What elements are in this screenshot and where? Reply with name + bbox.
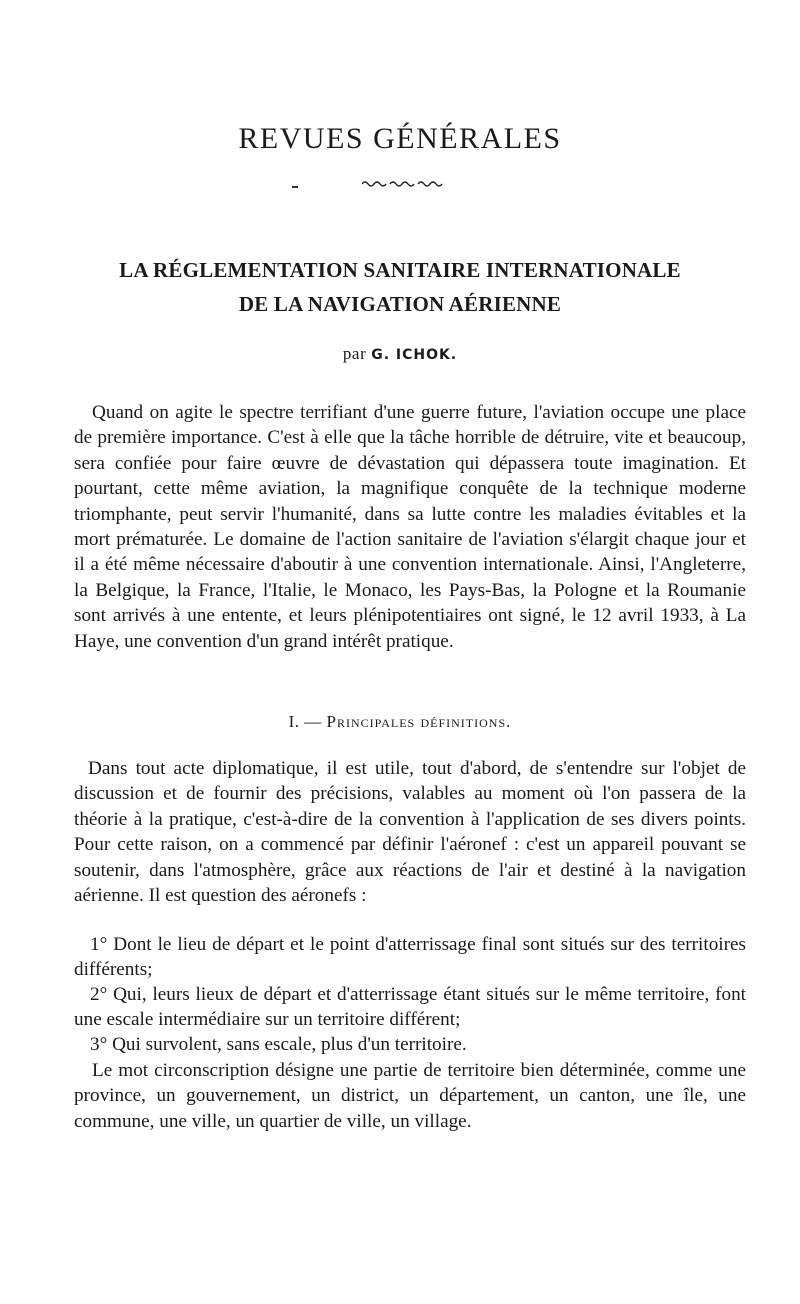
list-item-1: 1° Dont le lieu de départ et le point d'atterrissage final sont situés sur des territoires différents; [74,934,746,981]
section-heading-text: Principales définitions. [326,712,512,731]
ornament-mark [292,186,298,188]
byline [0,344,800,364]
section-heading [0,712,800,732]
author-name: G. ICHOK. [371,347,458,363]
byline-prefix: par [342,344,367,363]
article-title-line-2: DE LA NAVIGATION AÉRIENNE [238,292,562,316]
definitions-paragraph: Dans tout acte diplomatique, il est utile, tout d'abord, de s'entendre sur l'objet de discussion et de fournir des précisions, valables au moment où l'on passera de la théorie à la pratique, c'est-à-dire de la convention à l'application de ses divers points. Pour cette raison, on a commencé par définir l'aéronef : c'est un appareil pouvant se soutenir, dans l'atmosphère, grâce aux réactions de l'air et destiné à la navigation aérienne. Il est question des aéronefs : [74,758,746,907]
section-title: REVUES GÉNÉRALES [238,122,562,155]
list-item-2: 2° Qui, leurs lieux de départ et d'atterrissage étant situés sur le même territoire, font une escale intermédiaire sur un territoire différent; [74,984,746,1031]
circonscription-paragraph: Le mot circonscription désigne une partie de territoire bien déterminée, comme une province, un gouvernement, un district, un département, un canton, une île, une commune, une ville, un quartier de ville, un village. [74,1060,746,1132]
list-item-3: 3° Qui survolent, sans escale, plus d'un territoire. [90,1034,467,1055]
wavy-ornament-icon [362,178,444,188]
article-title-line-1: LA RÉGLEMENTATION SANITAIRE INTERNATIONALE [119,258,681,282]
section-number: I. — [288,712,322,731]
intro-paragraph: Quand on agite le spectre terrifiant d'une guerre future, l'aviation occupe une place de première importance. C'est à elle que la tâche horrible de détruire, vite et beaucoup, sera confiée pour faire œuvre de dévastation qui dépassera toute imagination. Et pourtant, cette même aviation, la magnifique conquête de la technique moderne triomphante, peut servir l'humanité, dans sa lutte contre les maladies évitables et la mort prématurée. Le domaine de l'action sanitaire de l'aviation s'élargit chaque jour et il a été même nécessaire d'aboutir à une convention internationale. Ainsi, l'Angleterre, la Belgique, la France, l'Italie, le Monaco, les Pays-Bas, la Pologne et la Roumanie sont arrivés à une entente, et leurs plénipotentiaires ont signé, le 12 avril 1933, à La Haye, une convention d'un grand intérêt pratique. [74,402,746,652]
